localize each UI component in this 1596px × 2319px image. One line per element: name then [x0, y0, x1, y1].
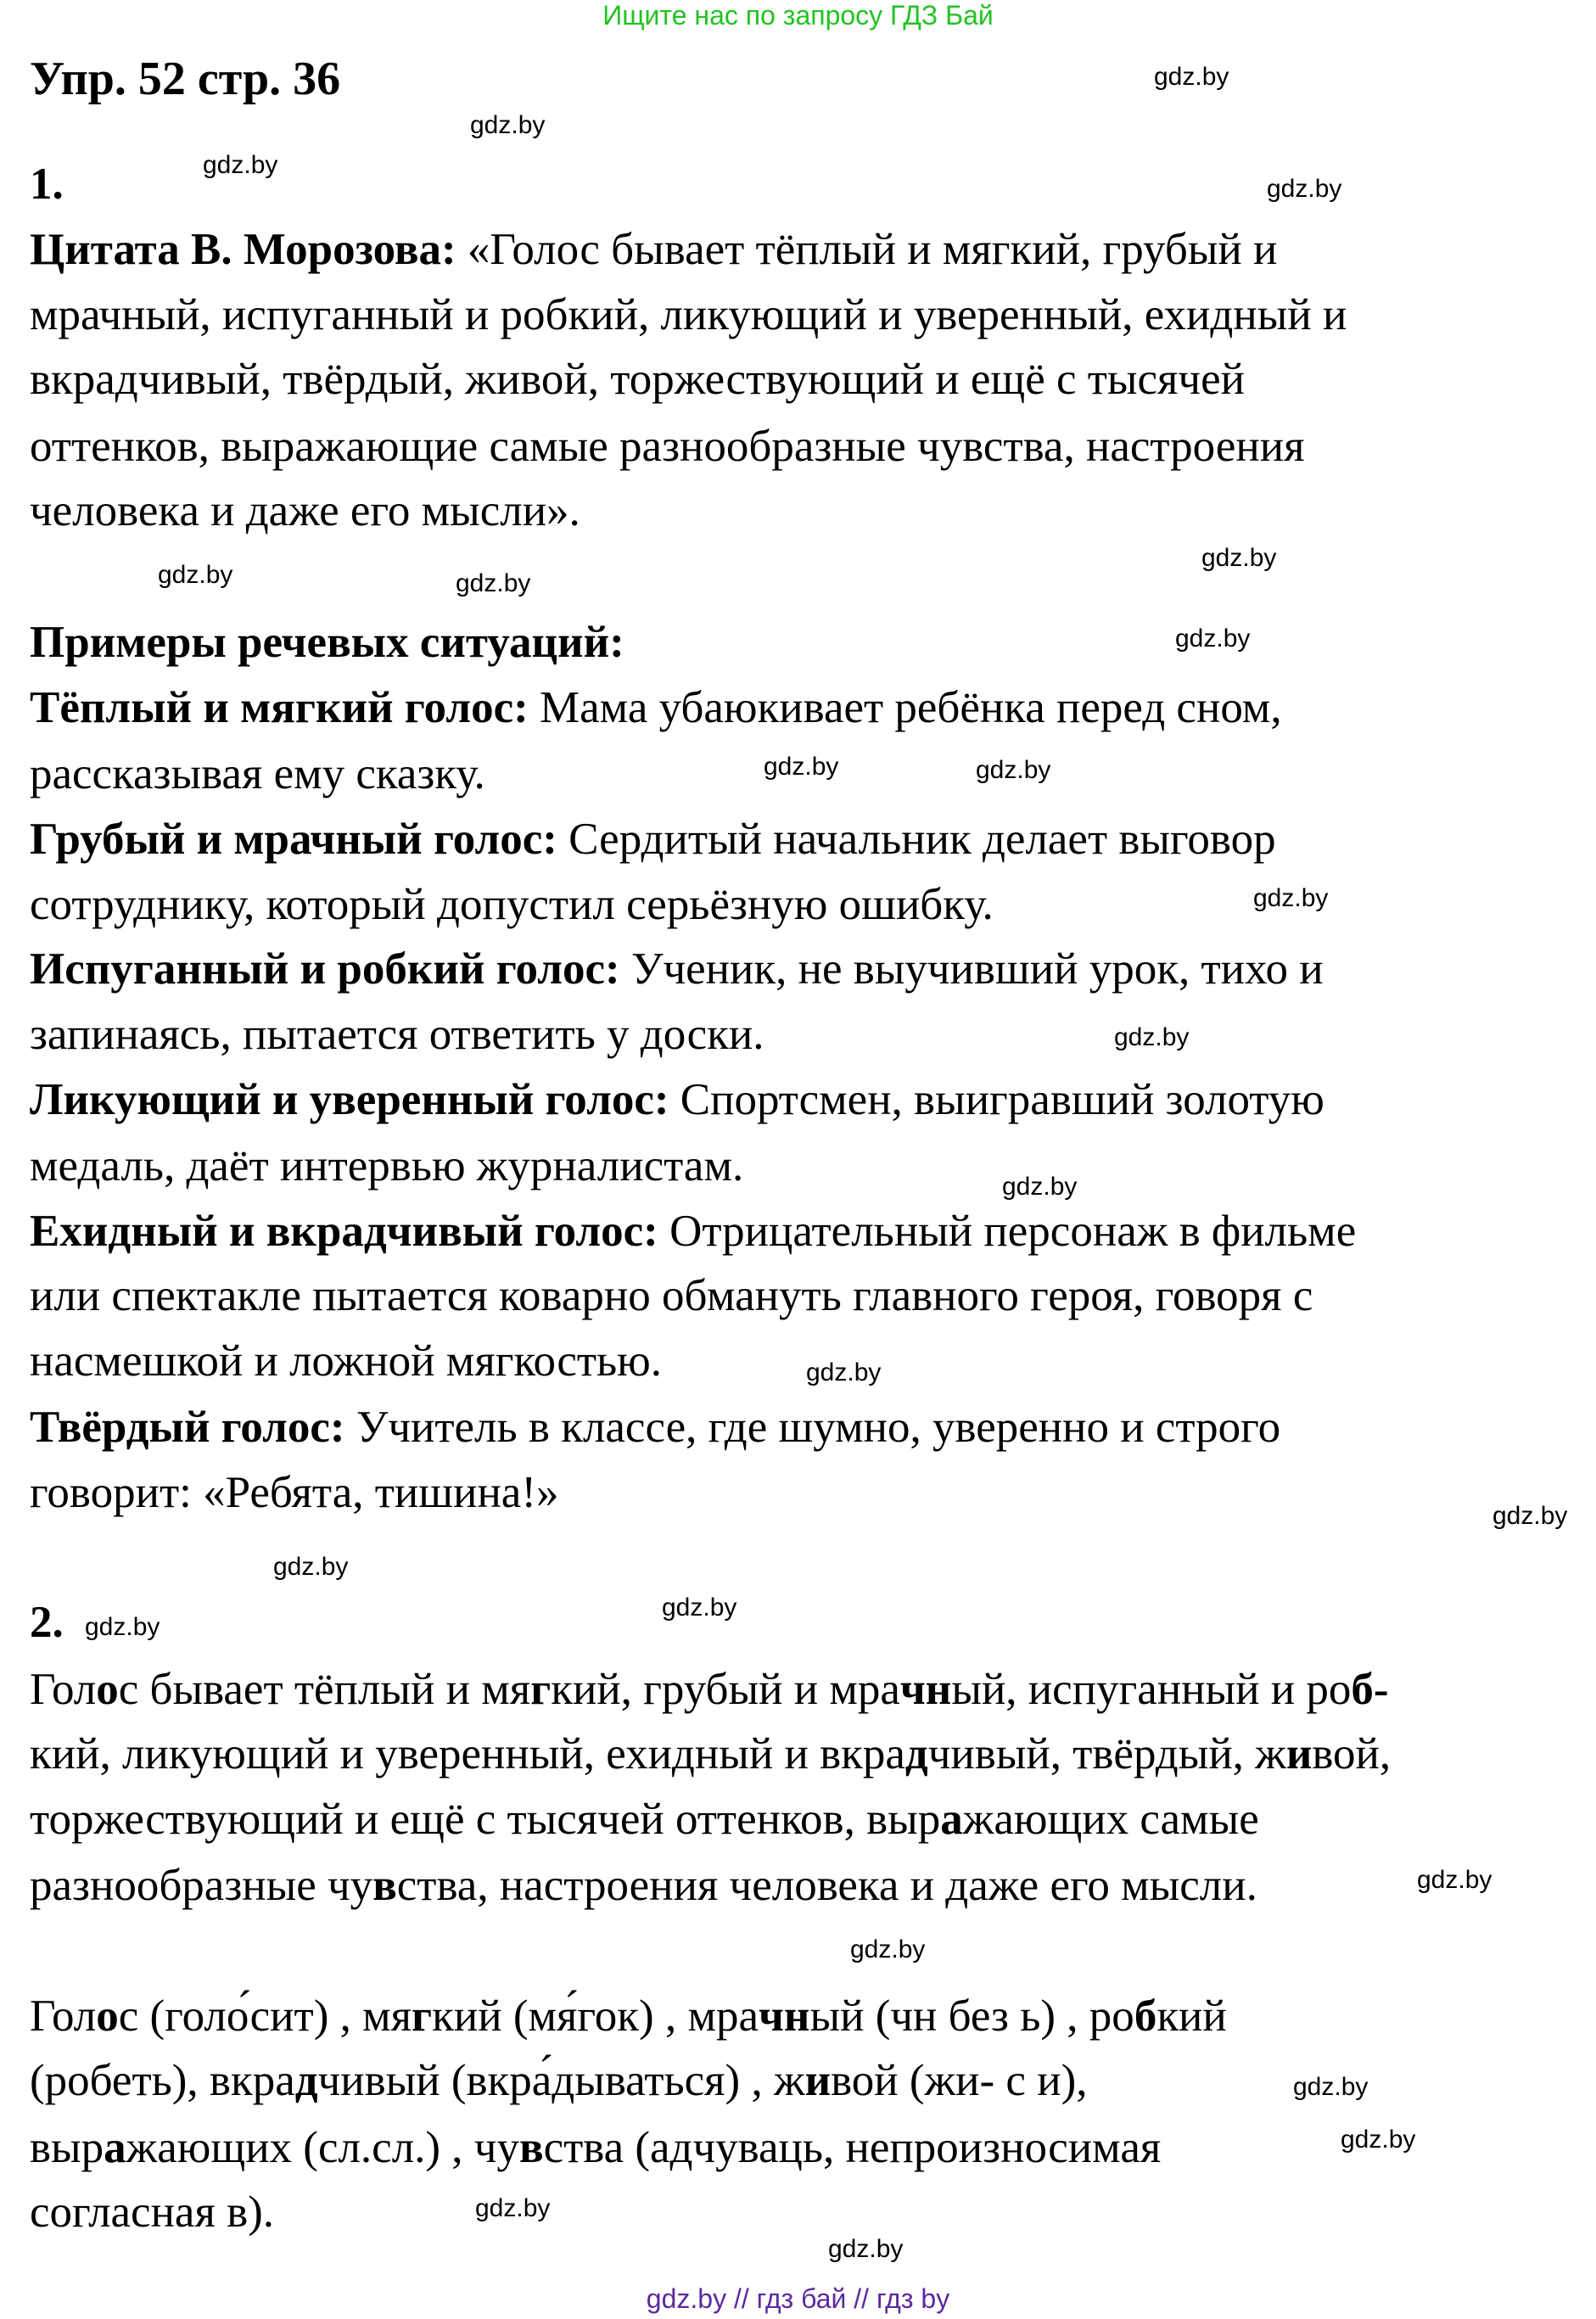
text-line — [30, 1402, 1280, 1453]
text: вой (жи- с и), — [831, 2056, 1088, 2105]
watermark: gdz.by — [764, 753, 839, 781]
text-line — [30, 1206, 1356, 1257]
bold-text: Твёрдый голос: — [30, 1403, 345, 1452]
text-line — [30, 1270, 1313, 1321]
text: ый (чн без ь) , ро — [809, 1991, 1134, 2041]
text: вкрадчивый, твёрдый, живой, торжествующий и ещё с тысячей — [30, 355, 1245, 404]
watermark: gdz.by — [456, 569, 531, 597]
bold-text: Примеры речевых ситуаций: — [30, 618, 624, 667]
text-line — [30, 879, 994, 930]
watermark: gdz.by — [470, 111, 546, 139]
section-1-number: 1. — [30, 160, 64, 209]
bold-text: в — [518, 2123, 544, 2172]
watermark: gdz.by — [1114, 1023, 1190, 1051]
text: ства (адчуваць, непроизносимая — [543, 2123, 1162, 2172]
text-line — [30, 682, 1282, 733]
text-line — [30, 224, 1277, 275]
text: говорит: «Ребята, тишина!» — [30, 1468, 559, 1517]
bold-text: г — [412, 1991, 433, 2041]
text: Спортсмен, выигравший золотую — [669, 1075, 1324, 1124]
text-line — [30, 1728, 1391, 1779]
text-line — [30, 1860, 1257, 1911]
bold-text: Ликующий и уверенный голос: — [30, 1075, 669, 1124]
text: с (голо́сит) , мя — [118, 1991, 412, 2041]
watermark: gdz.by — [1293, 2073, 1369, 2101]
watermark: gdz.by — [976, 756, 1051, 784]
text: (робеть), вкра — [30, 2056, 295, 2105]
text: Сердитый начальник делает выговор — [557, 815, 1276, 864]
bold-text: а — [104, 2123, 126, 2172]
text-line — [30, 1794, 1259, 1845]
bold-text: д — [904, 1729, 928, 1778]
text: Мама убаюкивает ребёнка перед сном, — [528, 683, 1282, 732]
watermark: gdz.by — [1417, 1866, 1492, 1894]
watermark: gdz.by — [1002, 1173, 1078, 1201]
footer-links: gdz.by // гдз бай // гдз by — [646, 2283, 950, 2314]
text: насмешкой и ложной мягкостью. — [30, 1336, 663, 1386]
watermark: gdz.by — [85, 1613, 160, 1641]
watermark: gdz.by — [1492, 1502, 1568, 1530]
bold-text: чн — [759, 1991, 810, 2041]
text: разнообразные чу — [30, 1861, 373, 1910]
text: мрачный, испуганный и робкий, ликующий и уверенный, ехидный и — [30, 290, 1347, 339]
text: рассказывая ему сказку. — [30, 749, 485, 798]
bold-text: д — [294, 2056, 318, 2105]
text: согласная в). — [30, 2187, 275, 2237]
text-line — [30, 1336, 662, 1386]
text: с бывает тёплый и мя — [118, 1665, 531, 1714]
text: торжествующий и ещё с тысячей оттенков, выр — [30, 1795, 941, 1844]
text: кий, ликующий и уверенный, ехидный и вкра — [30, 1729, 905, 1778]
top-banner: Ищите нас по запросу ГДЗ Бай — [602, 0, 994, 31]
text: Гол — [30, 1665, 97, 1714]
text: вой, — [1312, 1729, 1392, 1778]
text: чивый, твёрдый, ж — [927, 1729, 1286, 1778]
text-line — [30, 2187, 274, 2238]
bold-text: и — [1285, 1729, 1313, 1778]
text: запинаясь, пытается ответить у доски. — [30, 1010, 764, 1059]
watermark: gdz.by — [662, 1594, 737, 1622]
text: человека и даже его мысли». — [30, 486, 580, 535]
watermark: gdz.by — [806, 1358, 882, 1386]
page-title: Упр. 52 стр. 36 — [30, 53, 341, 105]
watermark: gdz.by — [1267, 175, 1342, 203]
text: оттенков, выражающие самые разнообразные чувства, настроения — [30, 422, 1305, 471]
bold-text: г — [530, 1665, 552, 1714]
text-line — [30, 289, 1347, 340]
watermark: gdz.by — [273, 1553, 349, 1581]
text: кий, грубый и мра — [551, 1665, 900, 1714]
text-line — [30, 2055, 1087, 2106]
watermark: gdz.by — [1201, 544, 1277, 572]
text-line — [30, 748, 485, 799]
text: кий (мя́гок) , мра — [432, 1991, 759, 2041]
watermark: gdz.by — [1341, 2126, 1416, 2154]
text-line — [30, 421, 1304, 472]
bold-text: чн — [899, 1665, 952, 1714]
bold-text: Ехидный и вкрадчивый голос: — [30, 1207, 658, 1256]
text-line — [30, 1467, 558, 1518]
bold-text: б- — [1351, 1665, 1389, 1714]
text: медаль, даёт интервью журналистам. — [30, 1141, 744, 1190]
bold-text: о — [96, 1991, 119, 2041]
text-line — [30, 1664, 1389, 1715]
text: Ученик, не выучивший урок, тихо и — [619, 944, 1324, 994]
text-line — [30, 485, 580, 536]
text: Гол — [30, 1991, 97, 2041]
text: кий — [1156, 1991, 1227, 2041]
bold-text: в — [372, 1861, 397, 1910]
text: жающих самые — [962, 1795, 1259, 1844]
text-line — [30, 814, 1276, 865]
watermark: gdz.by — [1175, 625, 1251, 653]
text: жающих (сл.сл.) , чу — [126, 2123, 519, 2172]
watermark: gdz.by — [850, 1935, 926, 1963]
bold-text: б — [1134, 1991, 1157, 2041]
bold-text: а — [940, 1795, 963, 1844]
text-line — [30, 1009, 764, 1060]
bold-text: Грубый и мрачный голос: — [30, 815, 557, 864]
text: чивый (вкра́дываться) , ж — [317, 2056, 805, 2105]
watermark: gdz.by — [203, 151, 278, 179]
text-line — [30, 617, 624, 668]
bold-text: Испуганный и робкий голос: — [30, 944, 620, 994]
text: ый, испуганный и ро — [951, 1665, 1352, 1714]
text-line — [30, 1140, 743, 1191]
text: ства, настроения человека и даже его мысли. — [396, 1861, 1257, 1910]
bold-text: и — [804, 2056, 832, 2105]
bold-text: Тёплый и мягкий голос: — [30, 683, 529, 732]
text-line — [30, 944, 1324, 994]
bold-text: Цитата В. Морозова: — [30, 225, 456, 274]
section-2-number: 2. — [30, 1598, 64, 1647]
text-line — [30, 354, 1245, 405]
text: Отрицательный персонаж в фильме — [658, 1207, 1357, 1256]
text-line — [30, 1991, 1227, 2042]
watermark: gdz.by — [1253, 884, 1329, 912]
watermark: gdz.by — [158, 561, 233, 589]
text: «Голос бывает тёплый и мягкий, грубый и — [456, 225, 1278, 274]
watermark: gdz.by — [475, 2194, 551, 2222]
bold-text: о — [96, 1665, 119, 1714]
watermark: gdz.by — [828, 2235, 904, 2263]
text: Учитель в классе, где шумно, уверенно и строго — [344, 1403, 1281, 1452]
text-line — [30, 1074, 1324, 1125]
watermark: gdz.by — [1154, 63, 1229, 91]
text: выр — [30, 2123, 104, 2172]
text: сотруднику, который допустил серьёзную ошибку. — [30, 880, 994, 929]
text: или спектакле пытается коварно обмануть главного героя, говоря с — [30, 1271, 1313, 1320]
text-line — [30, 2122, 1161, 2173]
